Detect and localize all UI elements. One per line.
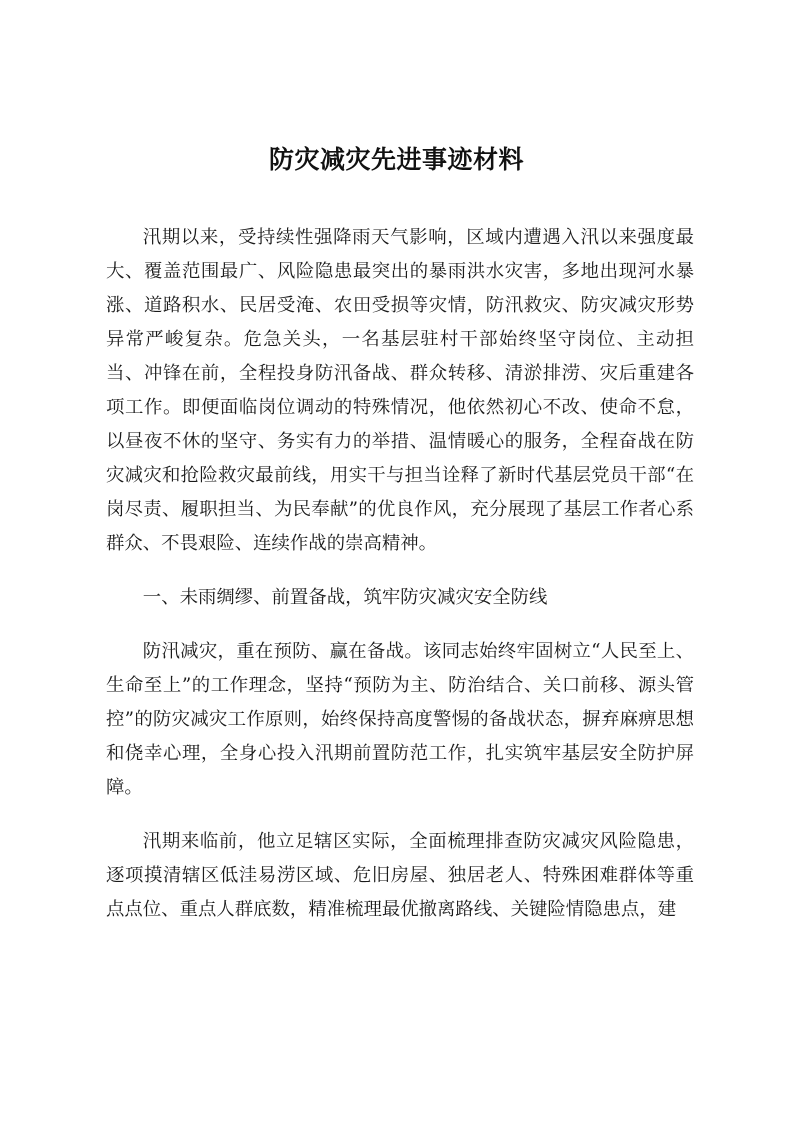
paragraph-prevention: 防汛减灾，重在预防、赢在备战。该同志始终牢固树立“人民至上、生命至上”的工作理念，坚持“预防为主、防治结合、关口前移、源头管控”的防灾减灾工作原则，始终保持高度警惕的备战状态，摒弃麻痹思想和侥幸心理，全身心投入汛期前置防范工作，扎实筑牢基层安全防护屏障。 (106, 641, 694, 798)
document-title: 防灾减灾先进事迹材料 (268, 145, 524, 174)
document-body (106, 221, 694, 947)
section-heading-1: 一、未雨绸缪、前置备战，筑牢防灾减灾安全防线 (142, 587, 548, 608)
paragraph-preparation: 汛期来临前，他立足辖区实际，全面梳理排查防灾减灾风险隐患，逐项摸清辖区低洼易涝区域、危旧房屋、独居老人、特殊困难群体等重点点位、重点人群底数，精准梳理最优撤离路线、关键险情隐患点，建 (106, 831, 694, 920)
paragraph-intro: 汛期以来，受持续性强降雨天气影响，区域内遭遇入汛以来强度最大、覆盖范围最广、风险隐患最突出的暴雨洪水灾害，多地出现河水暴涨、道路积水、民居受淹、农田受损等灾情，防汛救灾、防灾减灾形势异常严峻复杂。危急关头，一名基层驻村干部始终坚守岗位、主动担当、冲锋在前，全程投身防汛备战、群众转移、清淤排涝、灾后重建各项工作。即便面临岗位调动的特殊情况，他依然初心不改、使命不怠，以昼夜不休的坚守、务实有力的举措、温情暖心的服务，全程奋战在防灾减灾和抢险救灾最前线，用实干与担当诠释了新时代基层党员干部“在岗尽责、履职担当、为民奉献”的优良作风，充分展现了基层工作者心系群众、不畏艰险、连续作战的崇高精神。 (106, 227, 694, 554)
